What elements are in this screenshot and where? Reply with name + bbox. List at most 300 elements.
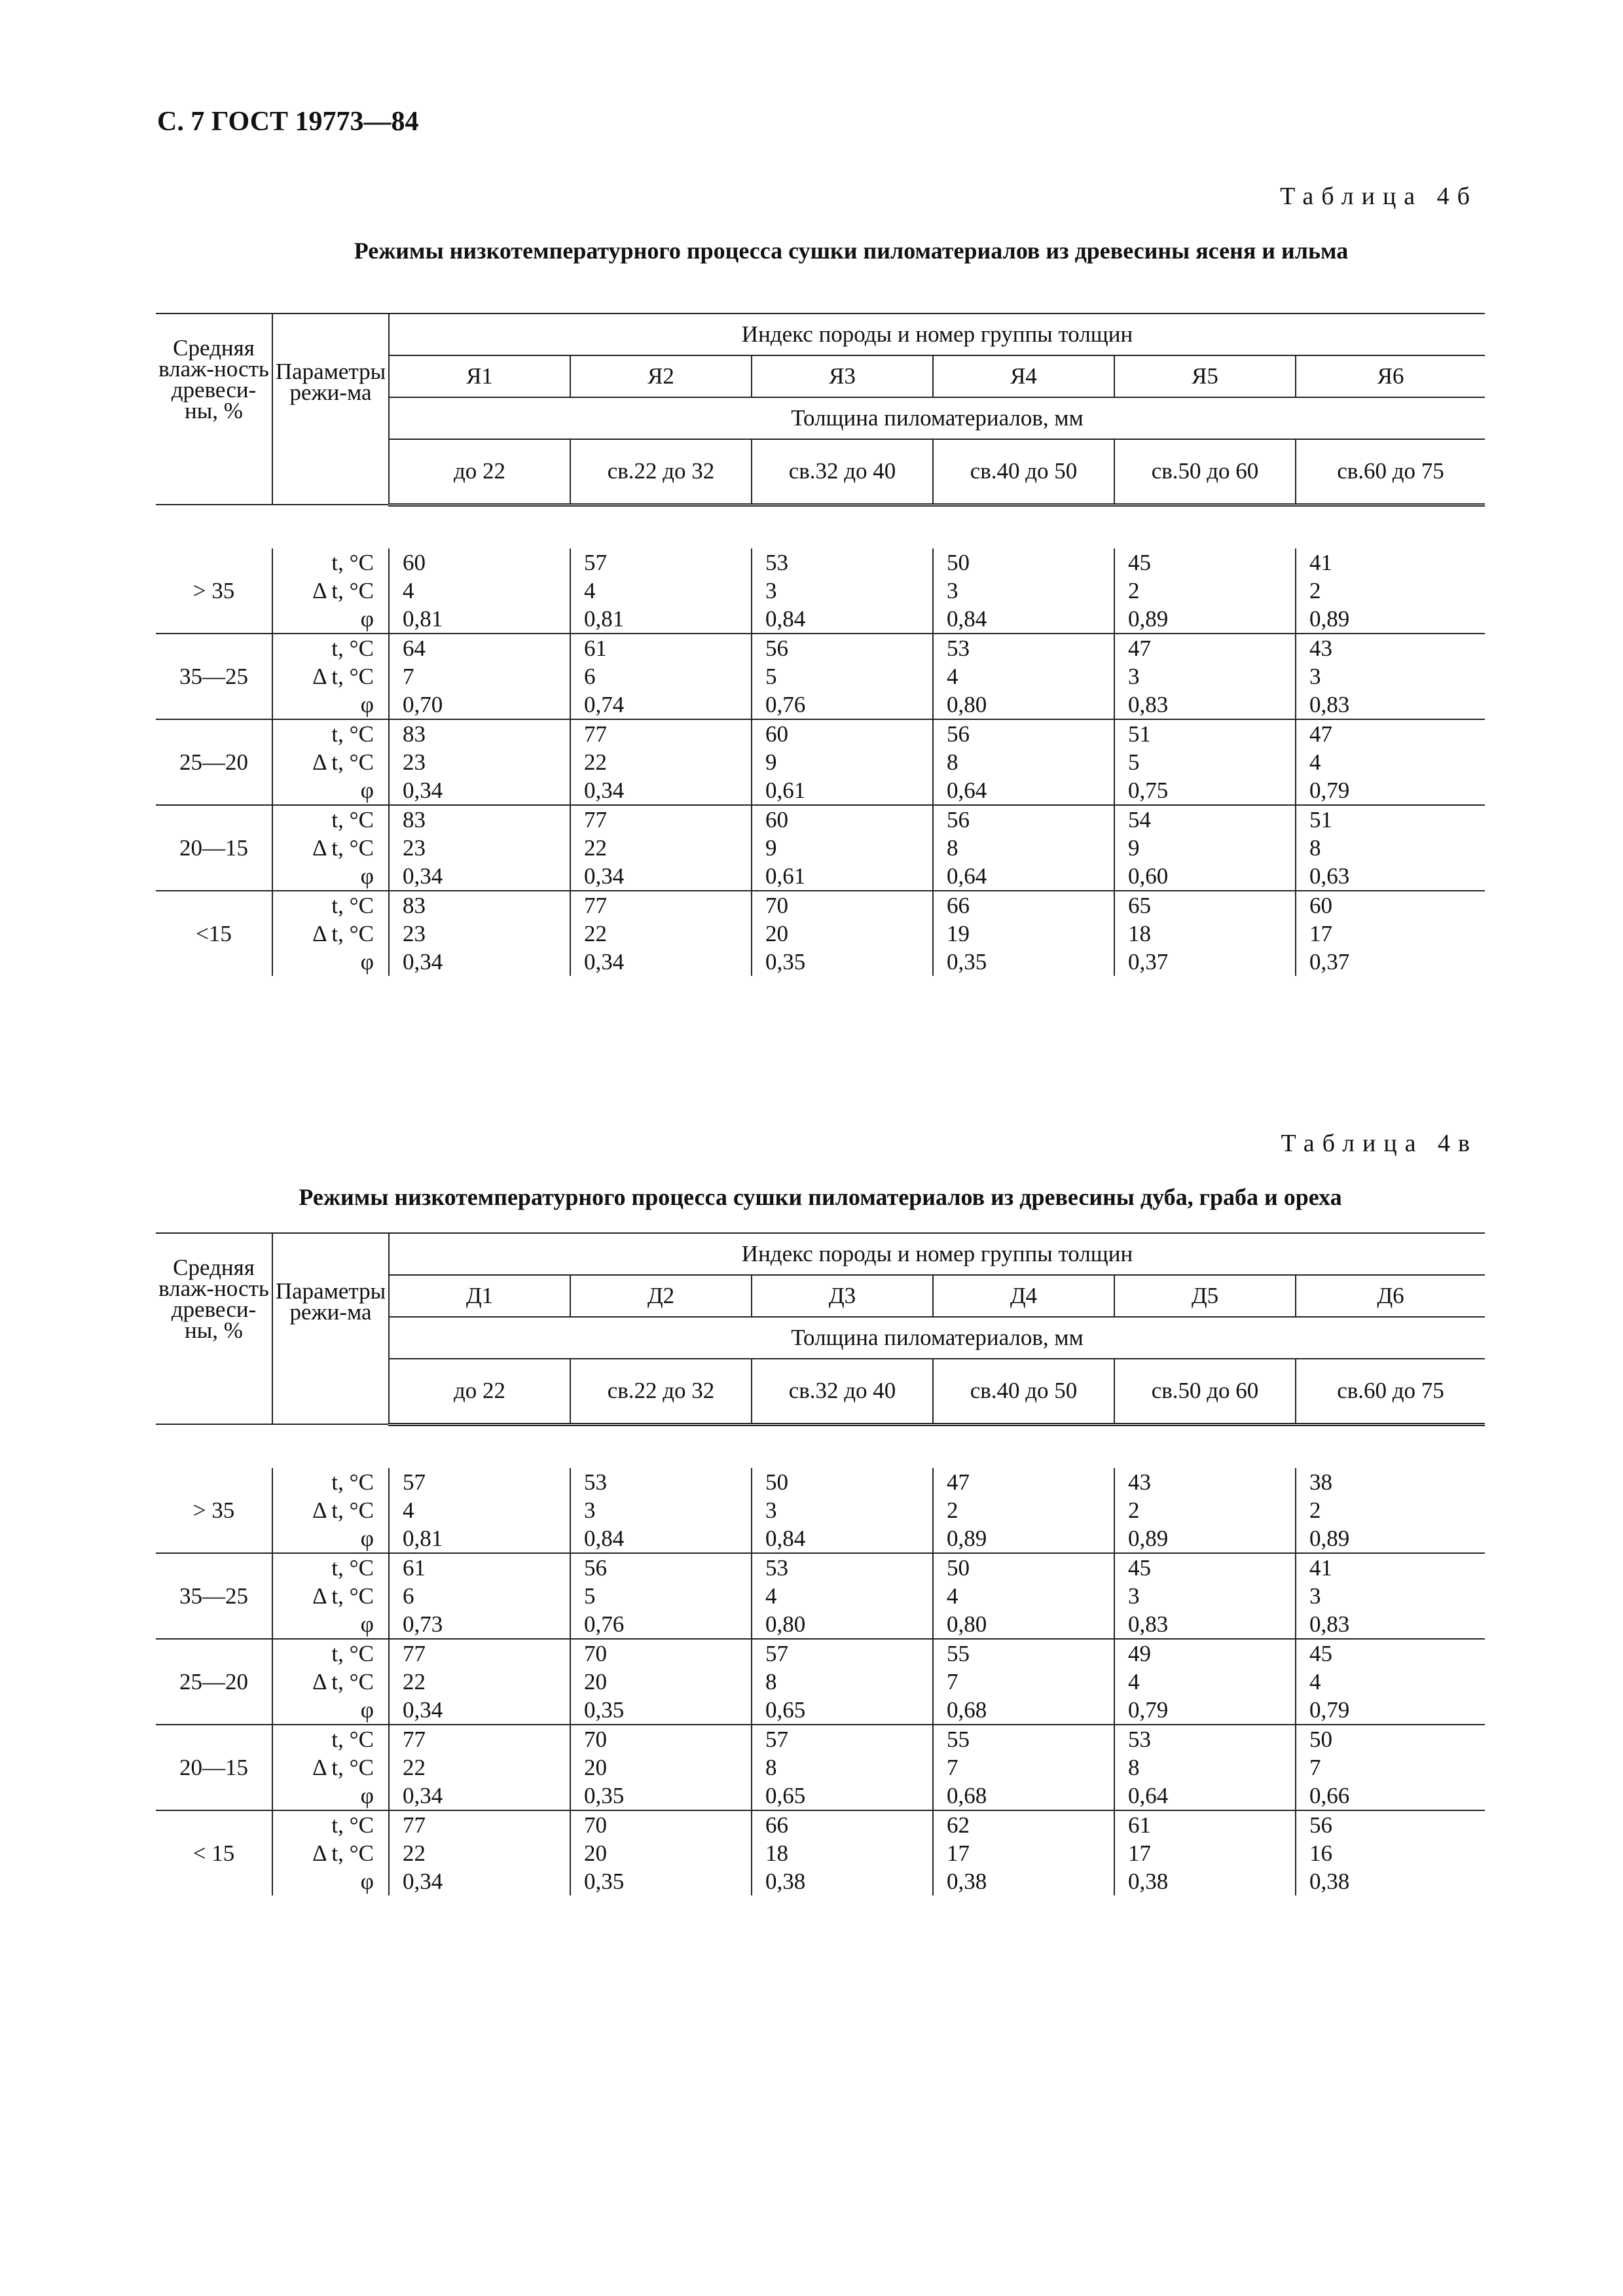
value-cell (389, 1553, 570, 1639)
param-label-humidity: φ (360, 605, 374, 632)
value-cell (933, 1468, 1114, 1553)
mode-value: 8 (1309, 834, 1321, 861)
mode-value: 20 (584, 1754, 607, 1780)
mode-value: 6 (403, 1583, 414, 1609)
value-cell (752, 719, 933, 805)
mode-value: 56 (765, 635, 788, 661)
group-index: Д6 (1296, 1275, 1485, 1317)
mode-value: 47 (947, 1469, 970, 1495)
group-index: Д3 (752, 1275, 933, 1317)
mode-value: 83 (403, 892, 426, 918)
mode-value: 50 (947, 549, 970, 575)
param-label-delta: Δ t, °С (312, 920, 374, 946)
value-cell (389, 1725, 570, 1810)
mode-value: 0,83 (1309, 1611, 1350, 1637)
table-row (156, 805, 1485, 891)
value-cell (933, 891, 1114, 976)
mode-value: 57 (765, 1726, 788, 1752)
mode-value: 0,37 (1128, 948, 1169, 975)
mode-value: 57 (584, 549, 607, 575)
mode-value: 0,84 (765, 1525, 806, 1551)
mode-value: 45 (1309, 1640, 1332, 1666)
group-index: Я5 (1114, 355, 1296, 397)
value-cell (933, 1553, 1114, 1639)
mode-value: 4 (1309, 1668, 1321, 1695)
mode-value: 9 (765, 834, 777, 861)
params-header: Параметры режи-ма (272, 1233, 389, 1424)
mode-value: 0,89 (1309, 605, 1350, 632)
value-cell (389, 1810, 570, 1895)
mode-value: 0,60 (1128, 863, 1169, 889)
param-label-temperature: t, °С (331, 1640, 374, 1666)
mode-value: 17 (1309, 920, 1332, 946)
drying-mode-table (156, 1232, 1485, 1895)
mode-value: 3 (765, 577, 777, 603)
value-cell (1296, 1553, 1485, 1639)
table-row (156, 1639, 1485, 1725)
mode-value: 50 (765, 1469, 788, 1495)
param-label-temperature: t, °С (331, 806, 374, 833)
mode-value: 8 (765, 1754, 777, 1780)
mode-value: 62 (947, 1812, 970, 1838)
thickness-range: св.40 до 50 (933, 439, 1114, 505)
param-label-humidity: φ (360, 1782, 374, 1808)
mode-value: 54 (1128, 806, 1151, 833)
moisture-range: 35—25 (156, 634, 272, 719)
mode-value: 60 (765, 806, 788, 833)
mode-value: 22 (584, 920, 607, 946)
moisture-range: > 35 (156, 1468, 272, 1553)
value-cell (1296, 634, 1485, 719)
value-cell (570, 719, 752, 805)
group-index: Я1 (389, 355, 570, 397)
moisture-range: 25—20 (156, 719, 272, 805)
value-cell (1114, 891, 1296, 976)
value-cell (570, 1639, 752, 1725)
mode-value: 66 (947, 892, 970, 918)
value-cell (570, 1553, 752, 1639)
param-label-humidity: φ (360, 1525, 374, 1551)
value-cell (389, 634, 570, 719)
mode-value: 20 (584, 1840, 607, 1866)
mode-value: 22 (403, 1754, 426, 1780)
table-label: Таблица 4б (1280, 183, 1478, 210)
param-label-temperature: t, °С (331, 1469, 374, 1495)
group-index: Д5 (1114, 1275, 1296, 1317)
mode-value: 41 (1309, 1554, 1332, 1581)
mode-value: 0,81 (403, 605, 443, 632)
mode-value: 50 (947, 1554, 970, 1581)
group-index: Я2 (570, 355, 752, 397)
mode-value: 0,34 (403, 863, 443, 889)
mode-value: 0,73 (403, 1611, 443, 1637)
table-row (156, 1810, 1485, 1895)
mode-value: 0,34 (403, 1696, 443, 1723)
mode-value: 57 (403, 1469, 426, 1495)
value-cell (1114, 719, 1296, 805)
mode-value: 0,61 (765, 863, 806, 889)
drying-mode-table (156, 313, 1485, 976)
table-title: Режимы низкотемпературного процесса сушки пиломатериалов из древесины дуба, граба и ореха (299, 1184, 1342, 1210)
mode-value: 0,81 (403, 1525, 443, 1551)
mode-value: 77 (403, 1812, 426, 1838)
moisture-range: 20—15 (156, 1725, 272, 1810)
mode-value: 22 (584, 834, 607, 861)
moisture-header: Средняя влаж-ность древеси-ны, % (156, 1233, 272, 1424)
mode-value: 19 (947, 920, 970, 946)
param-label-temperature: t, °С (331, 721, 374, 747)
mode-value: 3 (1128, 663, 1140, 689)
moisture-range: 25—20 (156, 1639, 272, 1725)
value-cell (752, 634, 933, 719)
mode-value: 0,64 (1128, 1782, 1169, 1808)
moisture-range: > 35 (156, 548, 272, 634)
mode-value: 23 (403, 834, 426, 861)
value-cell (933, 548, 1114, 634)
mode-value: 0,79 (1309, 777, 1350, 803)
mode-value: 0,89 (1309, 1525, 1350, 1551)
value-cell (389, 1639, 570, 1725)
mode-value: 53 (1128, 1726, 1151, 1752)
index-header: Индекс породы и номер группы толщин (389, 314, 1485, 355)
mode-value: 0,89 (1128, 1525, 1169, 1551)
mode-value: 0,35 (765, 948, 806, 975)
mode-value: 0,76 (765, 691, 806, 717)
mode-value: 0,83 (1128, 1611, 1169, 1637)
param-labels (272, 634, 389, 719)
mode-value: 0,83 (1128, 691, 1169, 717)
mode-value: 17 (1128, 1840, 1151, 1866)
mode-value: 49 (1128, 1640, 1151, 1666)
param-label-humidity: φ (360, 1696, 374, 1723)
mode-value: 60 (1309, 892, 1332, 918)
mode-value: 0,37 (1309, 948, 1350, 975)
value-cell (1296, 1639, 1485, 1725)
value-cell (1296, 719, 1485, 805)
mode-value: 0,65 (765, 1782, 806, 1808)
param-labels (272, 1553, 389, 1639)
param-label-temperature: t, °С (331, 892, 374, 918)
mode-value: 0,79 (1309, 1696, 1350, 1723)
table-row (156, 548, 1485, 634)
mode-value: 4 (765, 1583, 777, 1609)
mode-value: 0,66 (1309, 1782, 1350, 1808)
mode-value: 0,76 (584, 1611, 625, 1637)
mode-value: 0,35 (584, 1782, 625, 1808)
param-labels (272, 1639, 389, 1725)
group-index: Я3 (752, 355, 933, 397)
mode-value: 56 (947, 721, 970, 747)
mode-value: 0,63 (1309, 863, 1350, 889)
mode-value: 0,70 (403, 691, 443, 717)
mode-value: 57 (765, 1640, 788, 1666)
value-cell (389, 719, 570, 805)
param-label-delta: Δ t, °С (312, 1840, 374, 1866)
mode-value: 83 (403, 721, 426, 747)
mode-value: 0,38 (765, 1868, 806, 1894)
param-labels (272, 1468, 389, 1553)
table-row (156, 634, 1485, 719)
mode-value: 0,34 (584, 777, 625, 803)
params-header: Параметры режи-ма (272, 314, 389, 505)
moisture-range: 20—15 (156, 805, 272, 891)
param-label-delta: Δ t, °С (312, 1668, 374, 1695)
mode-value: 56 (1309, 1812, 1332, 1838)
thickness-range: св.60 до 75 (1296, 439, 1485, 505)
mode-value: 61 (584, 635, 607, 661)
group-index: Д2 (570, 1275, 752, 1317)
param-label-delta: Δ t, °С (312, 749, 374, 775)
mode-value: 0,38 (947, 1868, 987, 1894)
mode-value: 2 (1128, 577, 1140, 603)
table-title: Режимы низкотемпературного процесса сушки пиломатериалов из древесины ясеня и ильма (354, 238, 1349, 264)
mode-value: 0,68 (947, 1782, 987, 1808)
param-labels (272, 719, 389, 805)
mode-value: 53 (765, 1554, 788, 1581)
mode-value: 70 (584, 1812, 607, 1838)
mode-value: 3 (1309, 1583, 1321, 1609)
mode-value: 0,81 (584, 605, 625, 632)
mode-value: 77 (584, 806, 607, 833)
value-cell (1296, 1725, 1485, 1810)
mode-value: 8 (765, 1668, 777, 1695)
mode-value: 7 (947, 1754, 958, 1780)
mode-value: 22 (403, 1668, 426, 1695)
mode-value: 23 (403, 749, 426, 775)
value-cell (570, 1810, 752, 1895)
mode-value: 18 (1128, 920, 1151, 946)
mode-value: 22 (403, 1840, 426, 1866)
mode-value: 2 (1128, 1497, 1140, 1523)
param-labels (272, 548, 389, 634)
param-label-delta: Δ t, °С (312, 1583, 374, 1609)
mode-value: 0,34 (403, 948, 443, 975)
mode-value: 8 (947, 834, 958, 861)
mode-value: 77 (584, 721, 607, 747)
table-row (156, 1725, 1485, 1810)
value-cell (389, 1468, 570, 1553)
mode-value: 3 (1128, 1583, 1140, 1609)
param-labels (272, 805, 389, 891)
mode-value: 64 (403, 635, 426, 661)
mode-value: 0,64 (947, 777, 987, 803)
value-cell (1296, 805, 1485, 891)
param-label-temperature: t, °С (331, 549, 374, 575)
moisture-range: <15 (156, 891, 272, 976)
mode-value: 51 (1128, 721, 1151, 747)
value-cell (1114, 1553, 1296, 1639)
mode-value: 3 (584, 1497, 596, 1523)
param-label-humidity: φ (360, 948, 374, 975)
mode-value: 5 (765, 663, 777, 689)
mode-value: 2 (1309, 1497, 1321, 1523)
thickness-header: Толщина пиломатериалов, мм (389, 1317, 1485, 1359)
thickness-range: св.50 до 60 (1114, 1359, 1296, 1424)
mode-value: 77 (584, 892, 607, 918)
param-labels (272, 1725, 389, 1810)
mode-value: 0,38 (1309, 1868, 1350, 1894)
mode-value: 0,34 (403, 1868, 443, 1894)
mode-value: 77 (403, 1726, 426, 1752)
mode-value: 70 (584, 1640, 607, 1666)
mode-value: 0,35 (584, 1696, 625, 1723)
value-cell (570, 634, 752, 719)
mode-value: 0,79 (1128, 1696, 1169, 1723)
value-cell (389, 805, 570, 891)
param-label-humidity: φ (360, 1611, 374, 1637)
group-index: Я4 (933, 355, 1114, 397)
mode-value: 55 (947, 1640, 970, 1666)
mode-value: 4 (947, 1583, 958, 1609)
value-cell (933, 634, 1114, 719)
mode-value: 4 (403, 577, 414, 603)
mode-value: 61 (1128, 1812, 1151, 1838)
mode-value: 47 (1309, 721, 1332, 747)
mode-value: 20 (584, 1668, 607, 1695)
mode-value: 4 (1309, 749, 1321, 775)
mode-value: 0,80 (765, 1611, 806, 1637)
value-cell (752, 1639, 933, 1725)
mode-value: 53 (765, 549, 788, 575)
mode-value: 0,74 (584, 691, 625, 717)
param-label-delta: Δ t, °С (312, 577, 374, 603)
value-cell (752, 805, 933, 891)
param-label-temperature: t, °С (331, 1812, 374, 1838)
mode-value: 0,68 (947, 1696, 987, 1723)
mode-value: 16 (1309, 1840, 1332, 1866)
value-cell (1114, 548, 1296, 634)
mode-value: 18 (765, 1840, 788, 1866)
mode-value: 0,65 (765, 1696, 806, 1723)
value-cell (1114, 805, 1296, 891)
moisture-header: Средняя влаж-ность древеси-ны, % (156, 314, 272, 505)
value-cell (1114, 1639, 1296, 1725)
mode-value: 38 (1309, 1469, 1332, 1495)
mode-value: 45 (1128, 1554, 1151, 1581)
value-cell (570, 548, 752, 634)
mode-value: 45 (1128, 549, 1151, 575)
mode-value: 4 (947, 663, 958, 689)
thickness-range: до 22 (389, 1359, 570, 1424)
mode-value: 4 (584, 577, 596, 603)
mode-value: 3 (947, 577, 958, 603)
table-label: Таблица 4в (1281, 1130, 1478, 1157)
mode-value: 7 (947, 1668, 958, 1695)
value-cell (752, 548, 933, 634)
param-label-humidity: φ (360, 863, 374, 889)
mode-value: 23 (403, 920, 426, 946)
value-cell (1114, 1725, 1296, 1810)
param-labels (272, 1810, 389, 1895)
mode-value: 83 (403, 806, 426, 833)
mode-value: 47 (1128, 635, 1151, 661)
param-label-temperature: t, °С (331, 635, 374, 661)
param-label-temperature: t, °С (331, 1554, 374, 1581)
group-index: Д4 (933, 1275, 1114, 1317)
value-cell (752, 891, 933, 976)
group-index: Д1 (389, 1275, 570, 1317)
table-row (156, 1468, 1485, 1553)
mode-value: 0,84 (765, 605, 806, 632)
thickness-range: св.50 до 60 (1114, 439, 1296, 505)
mode-value: 56 (584, 1554, 607, 1581)
page-header: С. 7 ГОСТ 19773—84 (157, 107, 419, 137)
mode-value: 5 (1128, 749, 1140, 775)
mode-value: 9 (765, 749, 777, 775)
value-cell (570, 1725, 752, 1810)
value-cell (933, 1639, 1114, 1725)
value-cell (1296, 1810, 1485, 1895)
mode-value: 4 (403, 1497, 414, 1523)
mode-value: 8 (1128, 1754, 1140, 1780)
mode-value: 0,34 (403, 1782, 443, 1808)
mode-value: 0,75 (1128, 777, 1169, 803)
mode-value: 17 (947, 1840, 970, 1866)
mode-value: 4 (1128, 1668, 1140, 1695)
param-label-delta: Δ t, °С (312, 1497, 374, 1523)
thickness-range: св.40 до 50 (933, 1359, 1114, 1424)
mode-value: 3 (765, 1497, 777, 1523)
value-cell (933, 719, 1114, 805)
thickness-range: св.32 до 40 (752, 439, 933, 505)
table-row (156, 1553, 1485, 1639)
mode-value: 0,89 (947, 1525, 987, 1551)
mode-value: 41 (1309, 549, 1332, 575)
mode-value: 70 (584, 1726, 607, 1752)
value-cell (752, 1810, 933, 1895)
mode-value: 0,34 (584, 948, 625, 975)
mode-value: 43 (1309, 635, 1332, 661)
value-cell (570, 805, 752, 891)
index-header: Индекс породы и номер группы толщин (389, 1233, 1485, 1275)
mode-value: 8 (947, 749, 958, 775)
mode-value: 0,34 (584, 863, 625, 889)
thickness-range: св.22 до 32 (570, 439, 752, 505)
value-cell (752, 1725, 933, 1810)
mode-value: 0,64 (947, 863, 987, 889)
value-cell (570, 1468, 752, 1553)
table-row (156, 719, 1485, 805)
param-label-temperature: t, °С (331, 1726, 374, 1752)
group-index: Я6 (1296, 355, 1485, 397)
mode-value: 0,83 (1309, 691, 1350, 717)
mode-value: 53 (584, 1469, 607, 1495)
mode-value: 7 (403, 663, 414, 689)
mode-value: 43 (1128, 1469, 1151, 1495)
mode-value: 60 (765, 721, 788, 747)
value-cell (752, 1468, 933, 1553)
mode-value: 7 (1309, 1754, 1321, 1780)
mode-value: 6 (584, 663, 596, 689)
value-cell (933, 1810, 1114, 1895)
param-label-humidity: φ (360, 1868, 374, 1894)
param-label-humidity: φ (360, 691, 374, 717)
mode-value: 0,84 (584, 1525, 625, 1551)
thickness-range: до 22 (389, 439, 570, 505)
value-cell (1114, 1468, 1296, 1553)
thickness-range: св.60 до 75 (1296, 1359, 1485, 1424)
mode-value: 20 (765, 920, 788, 946)
mode-value: 5 (584, 1583, 596, 1609)
mode-value: 9 (1128, 834, 1140, 861)
param-label-delta: Δ t, °С (312, 663, 374, 689)
thickness-header: Толщина пиломатериалов, мм (389, 397, 1485, 439)
param-label-delta: Δ t, °С (312, 1754, 374, 1780)
mode-value: 0,84 (947, 605, 987, 632)
mode-value: 22 (584, 749, 607, 775)
value-cell (933, 805, 1114, 891)
value-cell (389, 891, 570, 976)
